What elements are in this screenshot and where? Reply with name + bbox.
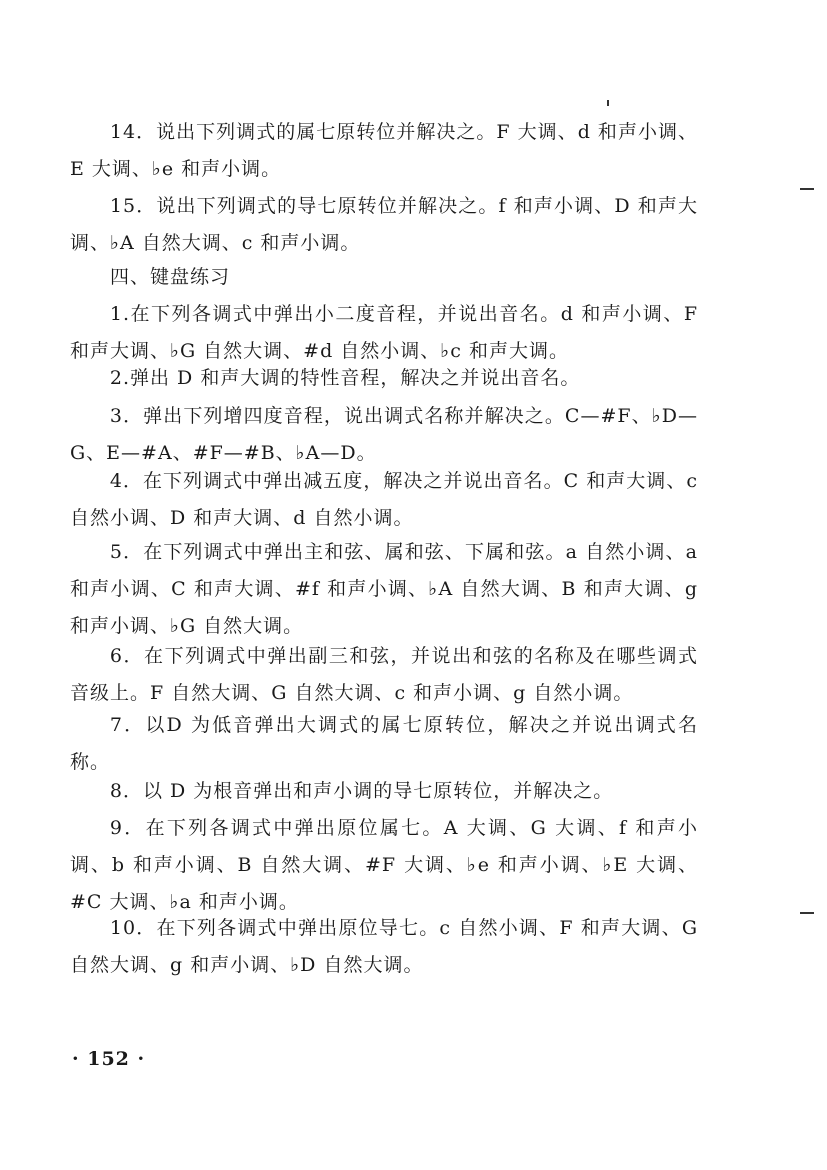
keyboard-exercise-2: 2.弹出 D 和声大调的特性音程，解决之并说出音名。	[109, 367, 581, 389]
keyboard-exercise-5: 5．在下列调式中弹出主和弦、属和弦、下属和弦。a 自然小调、a 和声小调、C 和声大调、#f 和声小调、♭A 自然大调、B 和声大调、g 和声小调、♭G 自然大调。	[70, 541, 698, 637]
margin-mark	[800, 912, 814, 914]
keyboard-exercise-1: 1.在下列各调式中弹出小二度音程，并说出音名。d 和声小调、F 和声大调、♭G 自然大调、#d 自然小调、♭c 和声大调。	[70, 303, 698, 362]
keyboard-exercise-7: 7．以D 为低音弹出大调式的属七原转位，解决之并说出调式名称。	[70, 714, 698, 773]
page-number: · 152 ·	[72, 1048, 146, 1070]
keyboard-exercise-8: 8．以 D 为根音弹出和声小调的导七原转位，并解决之。	[109, 780, 614, 802]
section-heading: 四、键盘练习	[110, 266, 231, 288]
exercise-14: 14．说出下列调式的属七原转位并解决之。F 大调、d 和声小调、E 大调、♭e 和声小调。	[70, 121, 698, 180]
scan-speck	[607, 100, 609, 106]
keyboard-exercise-6: 6．在下列调式中弹出副三和弦，并说出和弦的名称及在哪些调式音级上。F 自然大调、G 自然大调、c 和声小调、g 自然小调。	[70, 645, 698, 704]
keyboard-exercise-4: 4．在下列调式中弹出减五度，解决之并说出音名。C 和声大调、c 自然小调、D 和声大调、d 自然小调。	[70, 470, 698, 529]
keyboard-exercise-10: 10．在下列各调式中弹出原位导七。c 自然小调、F 和声大调、G 自然大调、g 和声小调、♭D 自然大调。	[70, 917, 698, 976]
keyboard-exercise-9: 9．在下列各调式中弹出原位属七。A 大调、G 大调、f 和声小调、b 和声小调、B 自然大调、#F 大调、♭e 和声小调、♭E 大调、#C 大调、♭a 和声小调。	[70, 817, 698, 913]
exercise-15: 15．说出下列调式的导七原转位并解决之。f 和声小调、D 和声大调、♭A 自然大调、c 和声小调。	[70, 195, 698, 254]
keyboard-exercise-3: 3．弹出下列增四度音程，说出调式名称并解决之。C—#F、♭D—G、E—#A、#F—#B、♭A—D。	[70, 405, 698, 464]
margin-mark	[800, 188, 814, 190]
